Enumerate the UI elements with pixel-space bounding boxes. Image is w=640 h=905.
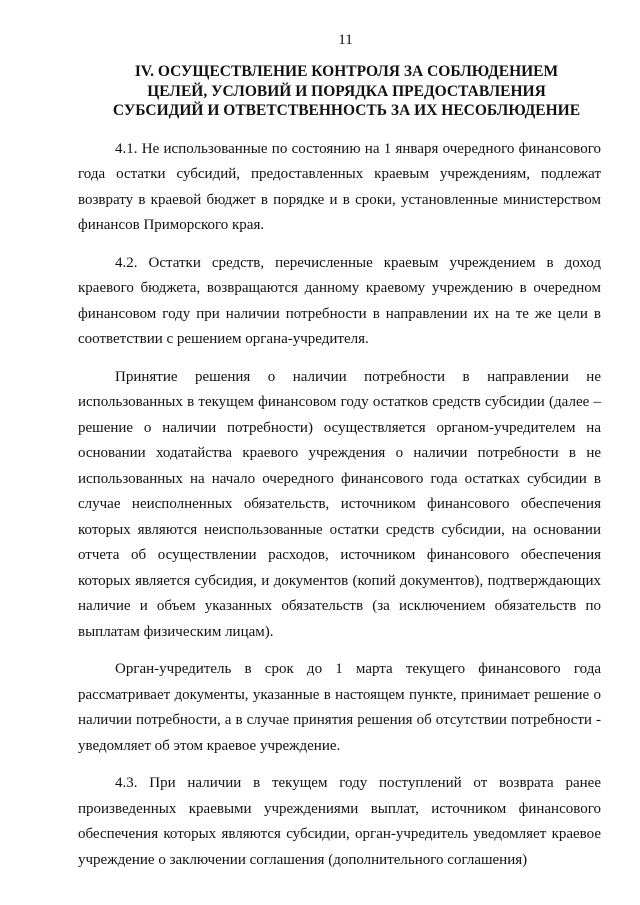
document-page <box>78 30 601 885</box>
section-heading-line-2: ЦЕЛЕЙ, УСЛОВИЙ И ПОРЯДКА ПРЕДОСТАВЛЕНИЯ <box>147 82 546 100</box>
paragraph-founder-review: Орган-учредитель в срок до 1 марта текущего финансового года рассматривает документы, указанные в настоящем пункте, принимает решение о наличии потребности, а в случае принятия решения об отсутствии потребности - уведомляет об этом краевое учреждение. <box>78 661 601 754</box>
paragraph-4-1: 4.1. Не использованные по состоянию на 1 января очередного финансового года остатки субсидий, предоставленных краевым учреждениям, подлежат возврату в краевой бюджет в порядке и в сроки, установленные министерством финансов Приморского края. <box>78 140 601 233</box>
paragraph-4-2: 4.2. Остатки средств, перечисленные краевым учреждением в доход краевого бюджета, возвращаются данному краевому учреждению в очередном финансовом году при наличии потребности в направлении их на те же цели в соответствии с решением органа-учредителя. <box>78 254 601 347</box>
paragraph-4-3: 4.3. При наличии в текущем году поступлений от возврата ранее произведенных краевыми учреждениями выплат, источником финансового обеспечения которых являются субсидии, орган-учредитель уведомляет краевое учреждение о заключении соглашения (дополнительного соглашения) <box>78 775 601 868</box>
section-heading-line-1: IV. ОСУЩЕСТВЛЕНИЕ КОНТРОЛЯ ЗА СОБЛЮДЕНИЕМ <box>134 63 559 80</box>
paragraph-decision: Принятие решения о наличии потребности в направлении не использованных в текущем финансовом году остатков средств субсидии (далее – решение о наличии потребности) осуществляется органом-учредителем на основании ходатайства краевого учреждения о наличии потребности в не использованных на начало очередного финансового года остатках субсидии в случае неисполненных обязательств, источником финансового обеспечения которых являются неиспользованные остатки средств субсидии, на основании отчета об осуществлении расходов, источником финансового обеспечения которых является субсидия, и документов (копий документов), подтверждающих наличие и объем указанных обязательств (за исключением обязательств по выплатам физическим лицам). <box>78 368 601 640</box>
section-heading <box>78 62 601 121</box>
page-number: 11 <box>338 32 353 48</box>
section-heading-line-3: СУБСИДИЙ И ОТВЕТСТВЕННОСТЬ ЗА ИХ НЕСОБЛЮДЕНИЕ <box>112 102 581 119</box>
